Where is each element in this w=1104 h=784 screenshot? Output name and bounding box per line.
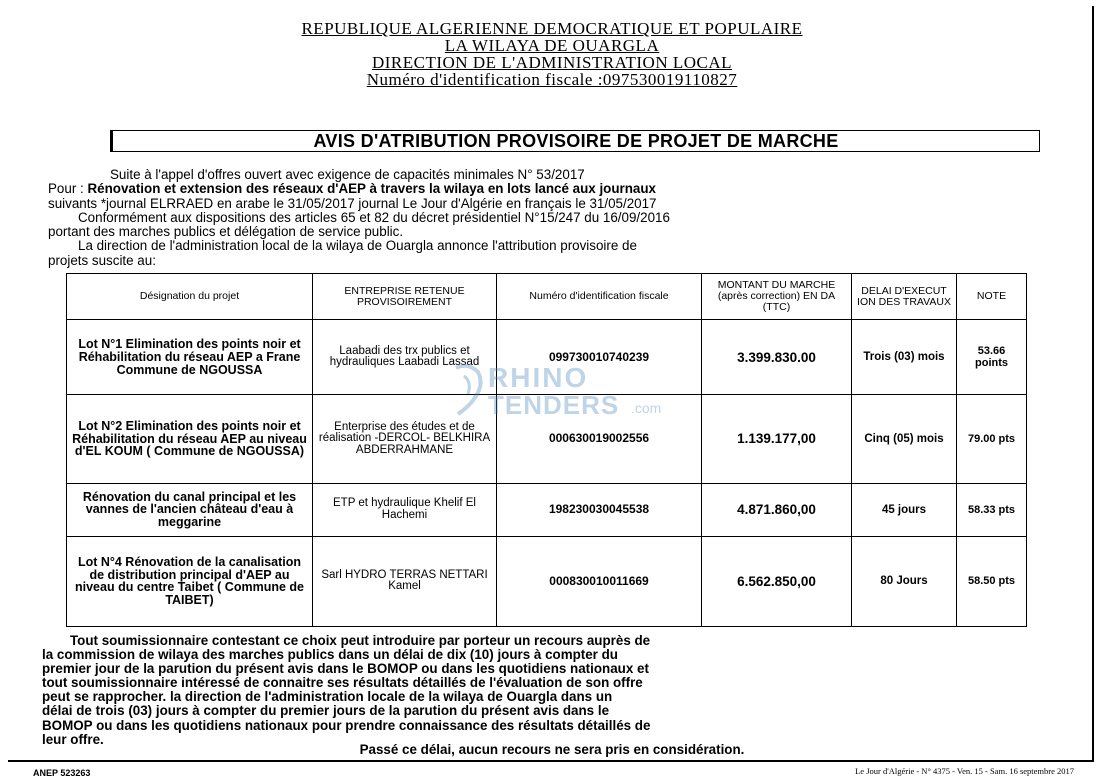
intro-line: portant des marches publics et délégation de service public.	[48, 224, 404, 240]
table-row	[67, 483, 1027, 536]
rhino-tenders-watermark	[448, 362, 678, 420]
cell-note: 79.00 pts	[957, 395, 1027, 483]
header-republic: REPUBLIQUE ALGERIENNE DEMOCRATIQUE ET POPULAIRE	[301, 19, 803, 38]
closing-line: délai de trois (03) jours à compter du premier jours de la parution du présent avis dans le	[42, 703, 610, 719]
cell-numero: 198230030045538	[497, 483, 702, 536]
watermark-suffix: .com	[631, 400, 662, 416]
watermark-line2: TENDERS	[488, 390, 620, 420]
cell-delai: Trois (03) mois	[852, 320, 957, 395]
intro-object: Rénovation et extension des réseaux d'AEP à travers la wilaya en lots lancé aux journaux	[87, 181, 657, 197]
cell-note: 58.33 pts	[957, 483, 1027, 536]
cell-designation: Rénovation du canal principal et les vannes de l'ancien château d'eau à meggarine	[67, 483, 313, 536]
header-designation: Désignation du projet	[67, 274, 313, 320]
cell-montant: 4.871.860,00	[702, 483, 852, 536]
table-header-row	[67, 274, 1027, 320]
cell-designation: Lot N°1 Elimination des points noir et Réhabilitation du réseau AEP a Frane Commune de NGOUSSA	[67, 320, 313, 395]
closing-text	[42, 634, 1032, 747]
header-fiscal-id: Numéro d'identification fiscale :097530019110827	[366, 70, 738, 89]
newspaper-reference: Le Jour d'Algérie - N° 4375 - Ven. 15 - Sam. 16 septembre 2017	[855, 766, 1074, 776]
watermark-line1: RHINO	[488, 362, 589, 393]
header-wilaya: LA WILAYA DE OUARGLA	[444, 36, 660, 55]
cell-montant: 1.139.177,00	[702, 395, 852, 483]
cell-numero: 000830010011669	[497, 536, 702, 626]
cell-montant: 3.399.830.00	[702, 320, 852, 395]
cell-entreprise: Laabadi des trx publics et hydrauliques Laabadi Lassad	[313, 320, 497, 395]
cell-numero: 099730010740239	[497, 320, 702, 395]
cell-delai: Cinq (05) mois	[852, 395, 957, 483]
cell-entreprise: Enterprise des études et de réalisation -DERCOL- BELKHIRA ABDERRAHMANE	[313, 395, 497, 483]
notice-title: AVIS D'ATRIBUTION PROVISOIRE DE PROJET DE MARCHE	[110, 130, 1040, 152]
header-note: NOTE	[957, 274, 1027, 320]
header-entreprise: ENTREPRISE RETENUE PROVISOIREMENT	[313, 274, 497, 320]
cell-designation: Lot N°4 Rénovation de la canalisation de distribution principal d'AEP au niveau du centre Taibet ( Commune de TAIBET)	[67, 536, 313, 626]
cell-delai: 45 jours	[852, 483, 957, 536]
cell-designation: Lot N°2 Elimination des points noir et Réhabilitation du réseau AEP au niveau d'EL KOUM ( Commune de NGOUSSA)	[67, 395, 313, 483]
cell-entreprise: Sarl HYDRO TERRAS NETTARI Kamel	[313, 536, 497, 626]
cell-numero: 000630019002556	[497, 395, 702, 483]
header-delai: DELAI D'EXECUT ION DES TRAVAUX	[852, 274, 957, 320]
closing-line: Tout soumissionnaire contestant ce choix peut introduire par porteur un recours auprès de	[70, 633, 651, 648]
closing-line: la commission de wilaya des marches publics dans un délai de dix (10) jours à compter du	[42, 647, 618, 663]
intro-line: Conformément aux dispositions des articles 65 et 82 du décret présidentiel N°15/247 du 16/09/2016	[78, 209, 670, 225]
header-direction: DIRECTION DE L'ADMINISTRATION LOCAL	[371, 53, 733, 72]
cell-delai: 80 Jours	[852, 536, 957, 626]
header-numero: Numéro d'identification fiscale	[497, 274, 702, 320]
rhino-logo-icon	[448, 362, 488, 420]
cell-entreprise: ETP et hydraulique Khelif El Hachemi	[313, 483, 497, 536]
anep-reference: ANEP 523263	[33, 768, 91, 778]
closing-line: leur offre.	[42, 731, 104, 747]
cell-montant: 6.562.850,00	[702, 536, 852, 626]
cell-note: 53.66 points	[957, 320, 1027, 395]
table-row	[67, 536, 1027, 626]
intro-pour: Pour :	[48, 181, 84, 197]
closing-line: tout soumissionnaire intéressé de connaitre ses résultats détaillés de l'évaluation de son offre	[42, 675, 643, 691]
final-statement: Passé ce délai, aucun recours ne sera pris en considération.	[359, 742, 745, 757]
closing-line: premier jour de la parution du présent avis dans le BOMOP ou dans les quotidiens nationaux et	[42, 661, 649, 677]
intro-line	[48, 182, 1048, 196]
header-montant: MONTANT DU MARCHE (après correction) EN DA (TTC)	[702, 274, 852, 320]
intro-text	[48, 168, 1048, 268]
intro-line: La direction de l'administration local de la wilaya de Ouargla annonce l'attribution provisoire de	[78, 238, 637, 254]
closing-line: peut se rapprocher. la direction de l'administration locale de la wilaya de Ouargla dans un	[42, 689, 613, 705]
cell-note: 58.50 pts	[957, 536, 1027, 626]
intro-line: Suite à l'appel d'offres ouvert avec exigence de capacités minimales N° 53/2017	[110, 167, 585, 182]
intro-line: suivants *journal ELRRAED en arabe le 31/05/2017 journal Le Jour d'Algérie en français le 31/05/2017	[48, 195, 657, 211]
attribution-table	[66, 273, 1027, 627]
closing-line: BOMOP ou dans les quotidiens nationaux pour prendre connaissance des résultats détaillés de	[42, 717, 651, 733]
intro-line: projets suscite au:	[48, 252, 156, 268]
